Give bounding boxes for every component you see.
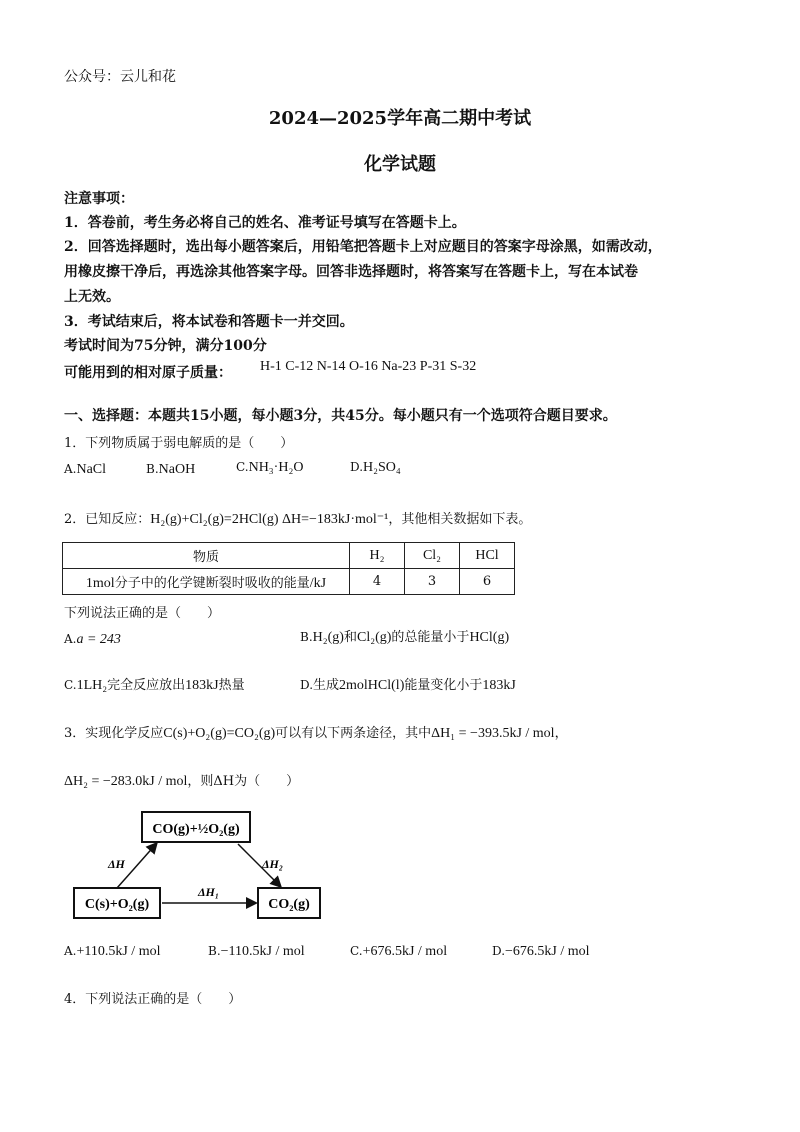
subject-title: 化学试题 (364, 154, 436, 175)
atomic-masses: H-1 C-12 N-14 O-16 Na-23 P-31 S-32 (260, 359, 477, 374)
q3-c-text: +676.5kJ / mol (362, 944, 448, 959)
q2-d-p1: 生成 (313, 678, 340, 693)
notice-item-2-line-2: 用橡皮擦干净后，再选涂其他答案字母。回答非选择题时，将答案写在答题卡上，写在本试卷 (64, 264, 638, 280)
right-box-label: CO₂(g) (268, 897, 310, 912)
q2-option-d (300, 674, 516, 694)
q1-b-letter: B. (146, 462, 159, 476)
q3-d-text: −676.5kJ / mol (505, 944, 590, 959)
q2-reaction: H₂(g)+Cl₂(g)=2HCl(g) ΔH=−183kJ·mol⁻¹ (150, 512, 389, 527)
q2-c-p3: 183kJ (185, 678, 219, 693)
q3-stem-mid: 可以有以下两条途径，其中 (275, 726, 432, 741)
exam-title: 2024—2025学年高二期中考试 (268, 108, 532, 129)
q2-c-p2: 完全反应放出 (107, 678, 186, 693)
q2-stem (64, 508, 531, 528)
q2-b-p5: HCl(g) (469, 630, 510, 645)
exam-time: 考试时间为75分钟，满分100分 (64, 338, 267, 354)
top-box-label: CO(g)+½O₂(g) (152, 822, 240, 837)
notice-item-2-line-1: 2．回答选择题时，选出每小题答案后，用铅笔把答题卡上对应题目的答案字母涂黑，如需改动， (64, 239, 662, 255)
q2-c-letter: C. (64, 678, 77, 692)
q2-b-letter: B. (300, 630, 313, 644)
q1-b-text: NaOH (158, 462, 196, 477)
q4-stem: 4．下列说法正确的是（ ） (64, 992, 242, 1007)
table-row-label (63, 569, 350, 595)
q1-c-text: NH₃·H₂O (248, 460, 304, 475)
atomic-masses-label: 可能用到的相对原子质量： (64, 365, 232, 381)
q2-b-p3: Cl₂(g) (356, 630, 392, 645)
q3-comma: ， (554, 726, 568, 741)
table-cell: 6 (460, 569, 515, 595)
table-header-cell: H₂ (350, 543, 405, 569)
q2-b-p2: 和 (343, 630, 357, 645)
q2-c-p1: 1LH₂ (76, 678, 108, 693)
q3-a-text: +110.5kJ / mol (76, 944, 161, 959)
q2-stem-post: ，其他相关数据如下表。 (388, 512, 532, 527)
q3-b-letter: B. (208, 944, 221, 958)
arrow-left-label: ΔH (108, 857, 125, 871)
q2-d-p3: 能量变化小于 (404, 678, 483, 693)
q1-d-text: H₂SO₄ (363, 460, 401, 475)
table-cell: 4 (350, 569, 405, 595)
left-box-label: C(s)+O₂(g) (84, 897, 150, 912)
q2-d-letter: D. (300, 678, 314, 692)
row-label-unit: /kJ (309, 575, 327, 591)
table-cell: 3 (405, 569, 460, 595)
table-row (63, 569, 515, 595)
q3-option-d (492, 940, 590, 960)
q2-stem-pre: 2．已知反应： (64, 512, 151, 527)
q3-stem-line-2 (64, 770, 299, 790)
q3-stem-line-1 (64, 722, 568, 742)
q3-dh2: ΔH₂ = −283.0kJ / mol (64, 774, 188, 789)
arrow-bottom-label: ΔH₁ (198, 885, 220, 899)
notice-heading: 注意事项： (64, 191, 134, 207)
row-label-pre: 1mol (85, 575, 115, 591)
q3-c-letter: C. (350, 944, 363, 958)
q3-reaction: C(s)+O₂(g)=CO₂(g) (163, 726, 276, 741)
source-label: 公众号：云儿和花 (64, 69, 176, 85)
q1-a-letter: A. (64, 462, 77, 476)
q2-d-p2: 2molHCl(l) (339, 678, 405, 693)
q3-b-text: −110.5kJ / mol (220, 944, 305, 959)
q2-b-p1: H₂(g) (312, 630, 344, 645)
q3-option-a (64, 940, 160, 960)
q3-option-c (350, 940, 447, 960)
q3-stem-pre: 3．实现化学反应 (64, 726, 164, 741)
q2-option-a (64, 628, 121, 648)
reaction-pathway-diagram (70, 808, 330, 928)
table-header-row (63, 543, 515, 569)
table-header-cell: Cl₂ (405, 543, 460, 569)
q1-c-letter: C. (236, 460, 249, 474)
q2-after-table: 下列说法正确的是（ ） (64, 606, 221, 621)
q2-option-c (64, 674, 245, 694)
q3-a-letter: A. (64, 944, 77, 958)
bond-energy-table (62, 542, 515, 595)
notice-item-3: 3．考试结束后，将本试卷和答题卡一并交回。 (64, 314, 354, 330)
q1-a-text: NaCl (76, 462, 107, 477)
row-label-text: 分子中的化学键断裂时吸收的能量 (114, 575, 310, 591)
q1-option-c (236, 456, 303, 476)
q1-option-d (350, 456, 401, 476)
q1-option-a (64, 458, 106, 478)
notice-item-2-line-3: 上无效。 (64, 289, 120, 305)
section-heading: 一、选择题：本题共15小题，每小题3分，共45分。每小题只有一个选项符合题目要求。 (64, 408, 617, 424)
q3-option-b (208, 940, 305, 960)
q3-d-letter: D. (492, 944, 506, 958)
q2-option-b (300, 626, 509, 646)
q2-a-letter: A. (64, 632, 77, 646)
arrow-right-label: ΔH₂ (262, 857, 284, 871)
table-header-cell: 物质 (63, 543, 350, 569)
q3-stem-tail: ，则ΔH为（ ） (187, 774, 300, 789)
q2-d-p4: 183kJ (482, 678, 516, 693)
q2-a-text: a = 243 (76, 632, 121, 647)
table-header-cell: HCl (460, 543, 515, 569)
q3-dh1: ΔH₁ = −393.5kJ / mol (431, 726, 555, 741)
q2-c-p4: 热量 (218, 678, 245, 693)
q1-stem: 1．下列物质属于弱电解质的是（ ） (64, 436, 294, 451)
q2-b-p4: 的总能量小于 (391, 630, 470, 645)
q1-option-b (146, 458, 195, 478)
notice-item-1: 1．答卷前，考生务必将自己的姓名、准考证号填写在答题卡上。 (64, 215, 466, 231)
q1-d-letter: D. (350, 460, 364, 474)
